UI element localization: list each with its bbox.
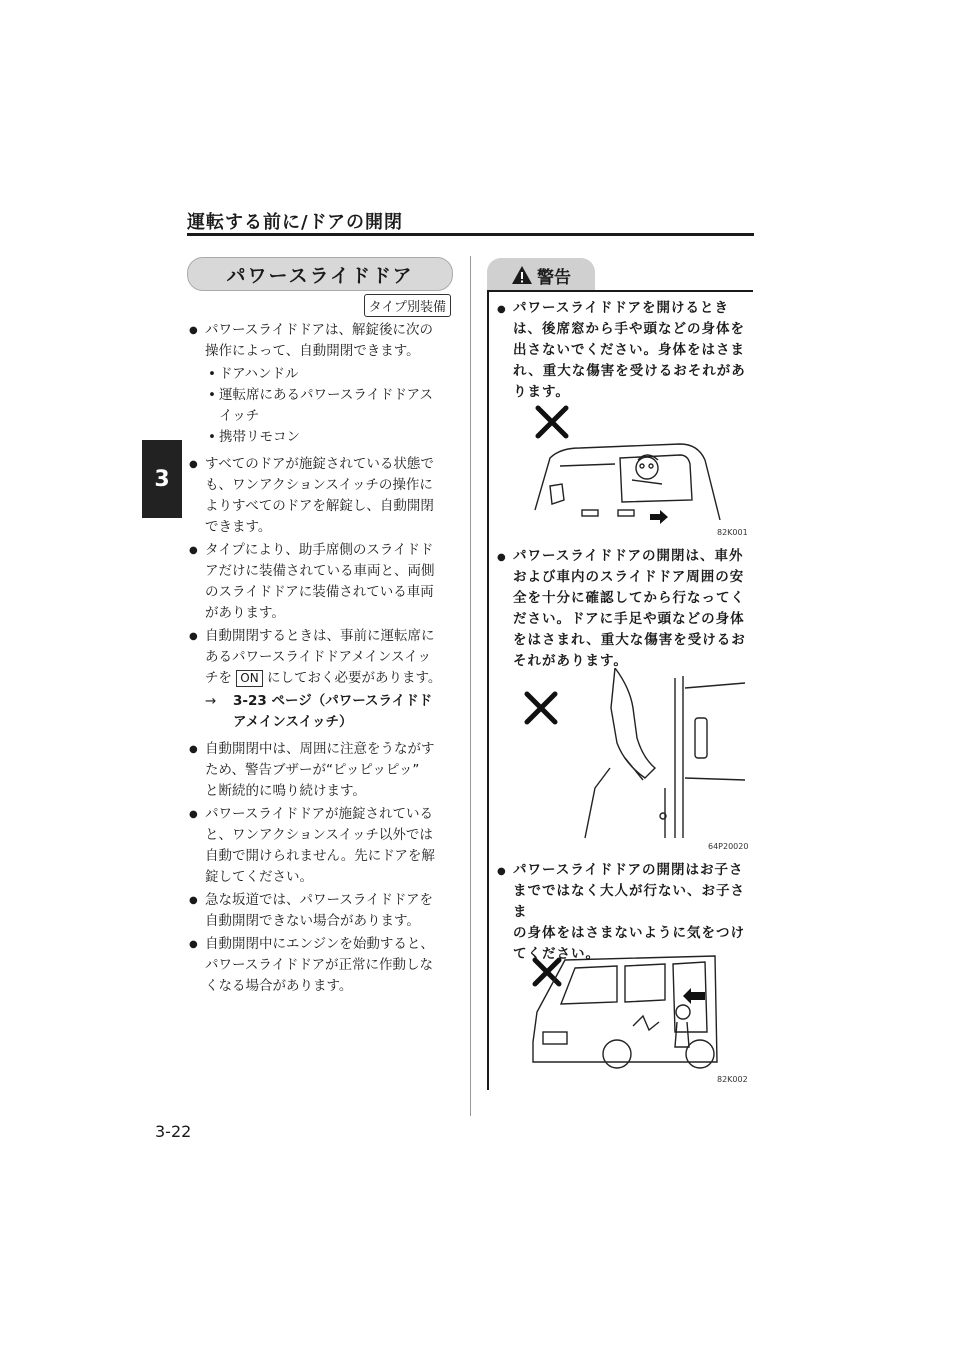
page-header-title: 運転する前に/ドアの開閉 bbox=[187, 212, 404, 233]
figure-code: 82K002 bbox=[717, 1075, 748, 1084]
chapter-tab: 3 bbox=[142, 440, 182, 518]
list-item: ● 自動開閉するときは、事前に運転席に あるパワースライドドアメインスイッ チを ON にしておく必要があります。 bbox=[189, 626, 457, 689]
arrow-left-icon bbox=[691, 992, 705, 1000]
type-badge: タイプ別装備 bbox=[364, 294, 451, 317]
figure-code: 82K001 bbox=[717, 528, 748, 537]
warning-rule bbox=[487, 290, 753, 292]
arrow-right-icon bbox=[650, 510, 668, 524]
warning-item-3: ● パワースライドドアの開閉はお子さ までではなく大人が行ない、お子さま の身体をはさまないように気をつけ てください。 bbox=[497, 860, 747, 967]
figure-code: 64P20020 bbox=[708, 842, 749, 851]
sub-list-item: • 運転席にあるパワースライドドアス イッチ bbox=[189, 385, 457, 427]
list-item: ● パワースライドドアは、解錠後に次の 操作によって、自動開閉できます。 bbox=[189, 320, 457, 362]
ref-arrow: → bbox=[205, 693, 217, 709]
column-divider bbox=[470, 256, 471, 1116]
prohibited-x-icon bbox=[535, 960, 559, 984]
list-item: ● すべてのドアが施錠されている状態で も、ワンアクションスイッチの操作に よりすべてのドアを解錠し、自動開閉 できます。 bbox=[189, 454, 457, 538]
sub-list-item: • ドアハンドル bbox=[189, 364, 457, 385]
list-item: ● タイプにより、助手席側のスライドド アだけに装備されている車両と、両側 のスライドドアに装備されている車両 があります。 bbox=[189, 540, 457, 624]
page-reference: → 3-23 ページ（パワースライドド アメインスイッチ） bbox=[205, 693, 433, 730]
sub-list-item: • 携帯リモコン bbox=[189, 427, 457, 448]
prohibited-x-icon bbox=[527, 694, 555, 722]
figure-head-out-window bbox=[520, 400, 750, 530]
list-item: ● 急な坂道では、パワースライドドアを 自動開閉できない場合があります。 bbox=[189, 890, 457, 932]
list-item: ● 自動開閉中にエンジンを始動すると、 パワースライドドアが正常に作動しな くなる場合があります。 bbox=[189, 934, 457, 997]
warning-item-1: ● パワースライドドアを開けるとき は、後席窓から手や頭などの身体を 出さないでください。身体をはさま れ、重大な傷害を受けるおそれがあ ります。 bbox=[497, 298, 747, 405]
on-keycap: ON bbox=[236, 670, 262, 687]
warning-triangle-icon bbox=[511, 265, 533, 285]
warning-item-2: ● パワースライドドアの開閉は、車外 および車内のスライドドア周囲の安 全を十分に確認してから行なってく ださい。ドアに手足や頭などの身体 をはさまれ、重大な傷害を受けるお それがあります。 bbox=[497, 546, 747, 674]
left-column-body bbox=[189, 320, 457, 999]
figure-foot-in-door bbox=[515, 668, 750, 840]
list-item: ● 自動開閉中は、周囲に注意をうながす ため、警告ブザーが“ピッピッピッ” と断続的に鳴り続けます。 bbox=[189, 739, 457, 802]
page-number: 3-22 bbox=[155, 1122, 192, 1141]
list-item: ● パワースライドドアが施錠されている と、ワンアクションスイッチ以外では 自動で開けられません。先にドアを解 錠してください。 bbox=[189, 804, 457, 888]
prohibited-x-icon bbox=[538, 408, 566, 436]
section-title: パワースライドドア bbox=[187, 257, 453, 291]
warning-label: 警告 bbox=[537, 267, 571, 288]
warning-tab bbox=[487, 258, 595, 292]
figure-child-at-van bbox=[525, 952, 750, 1072]
header-rule bbox=[187, 233, 754, 236]
